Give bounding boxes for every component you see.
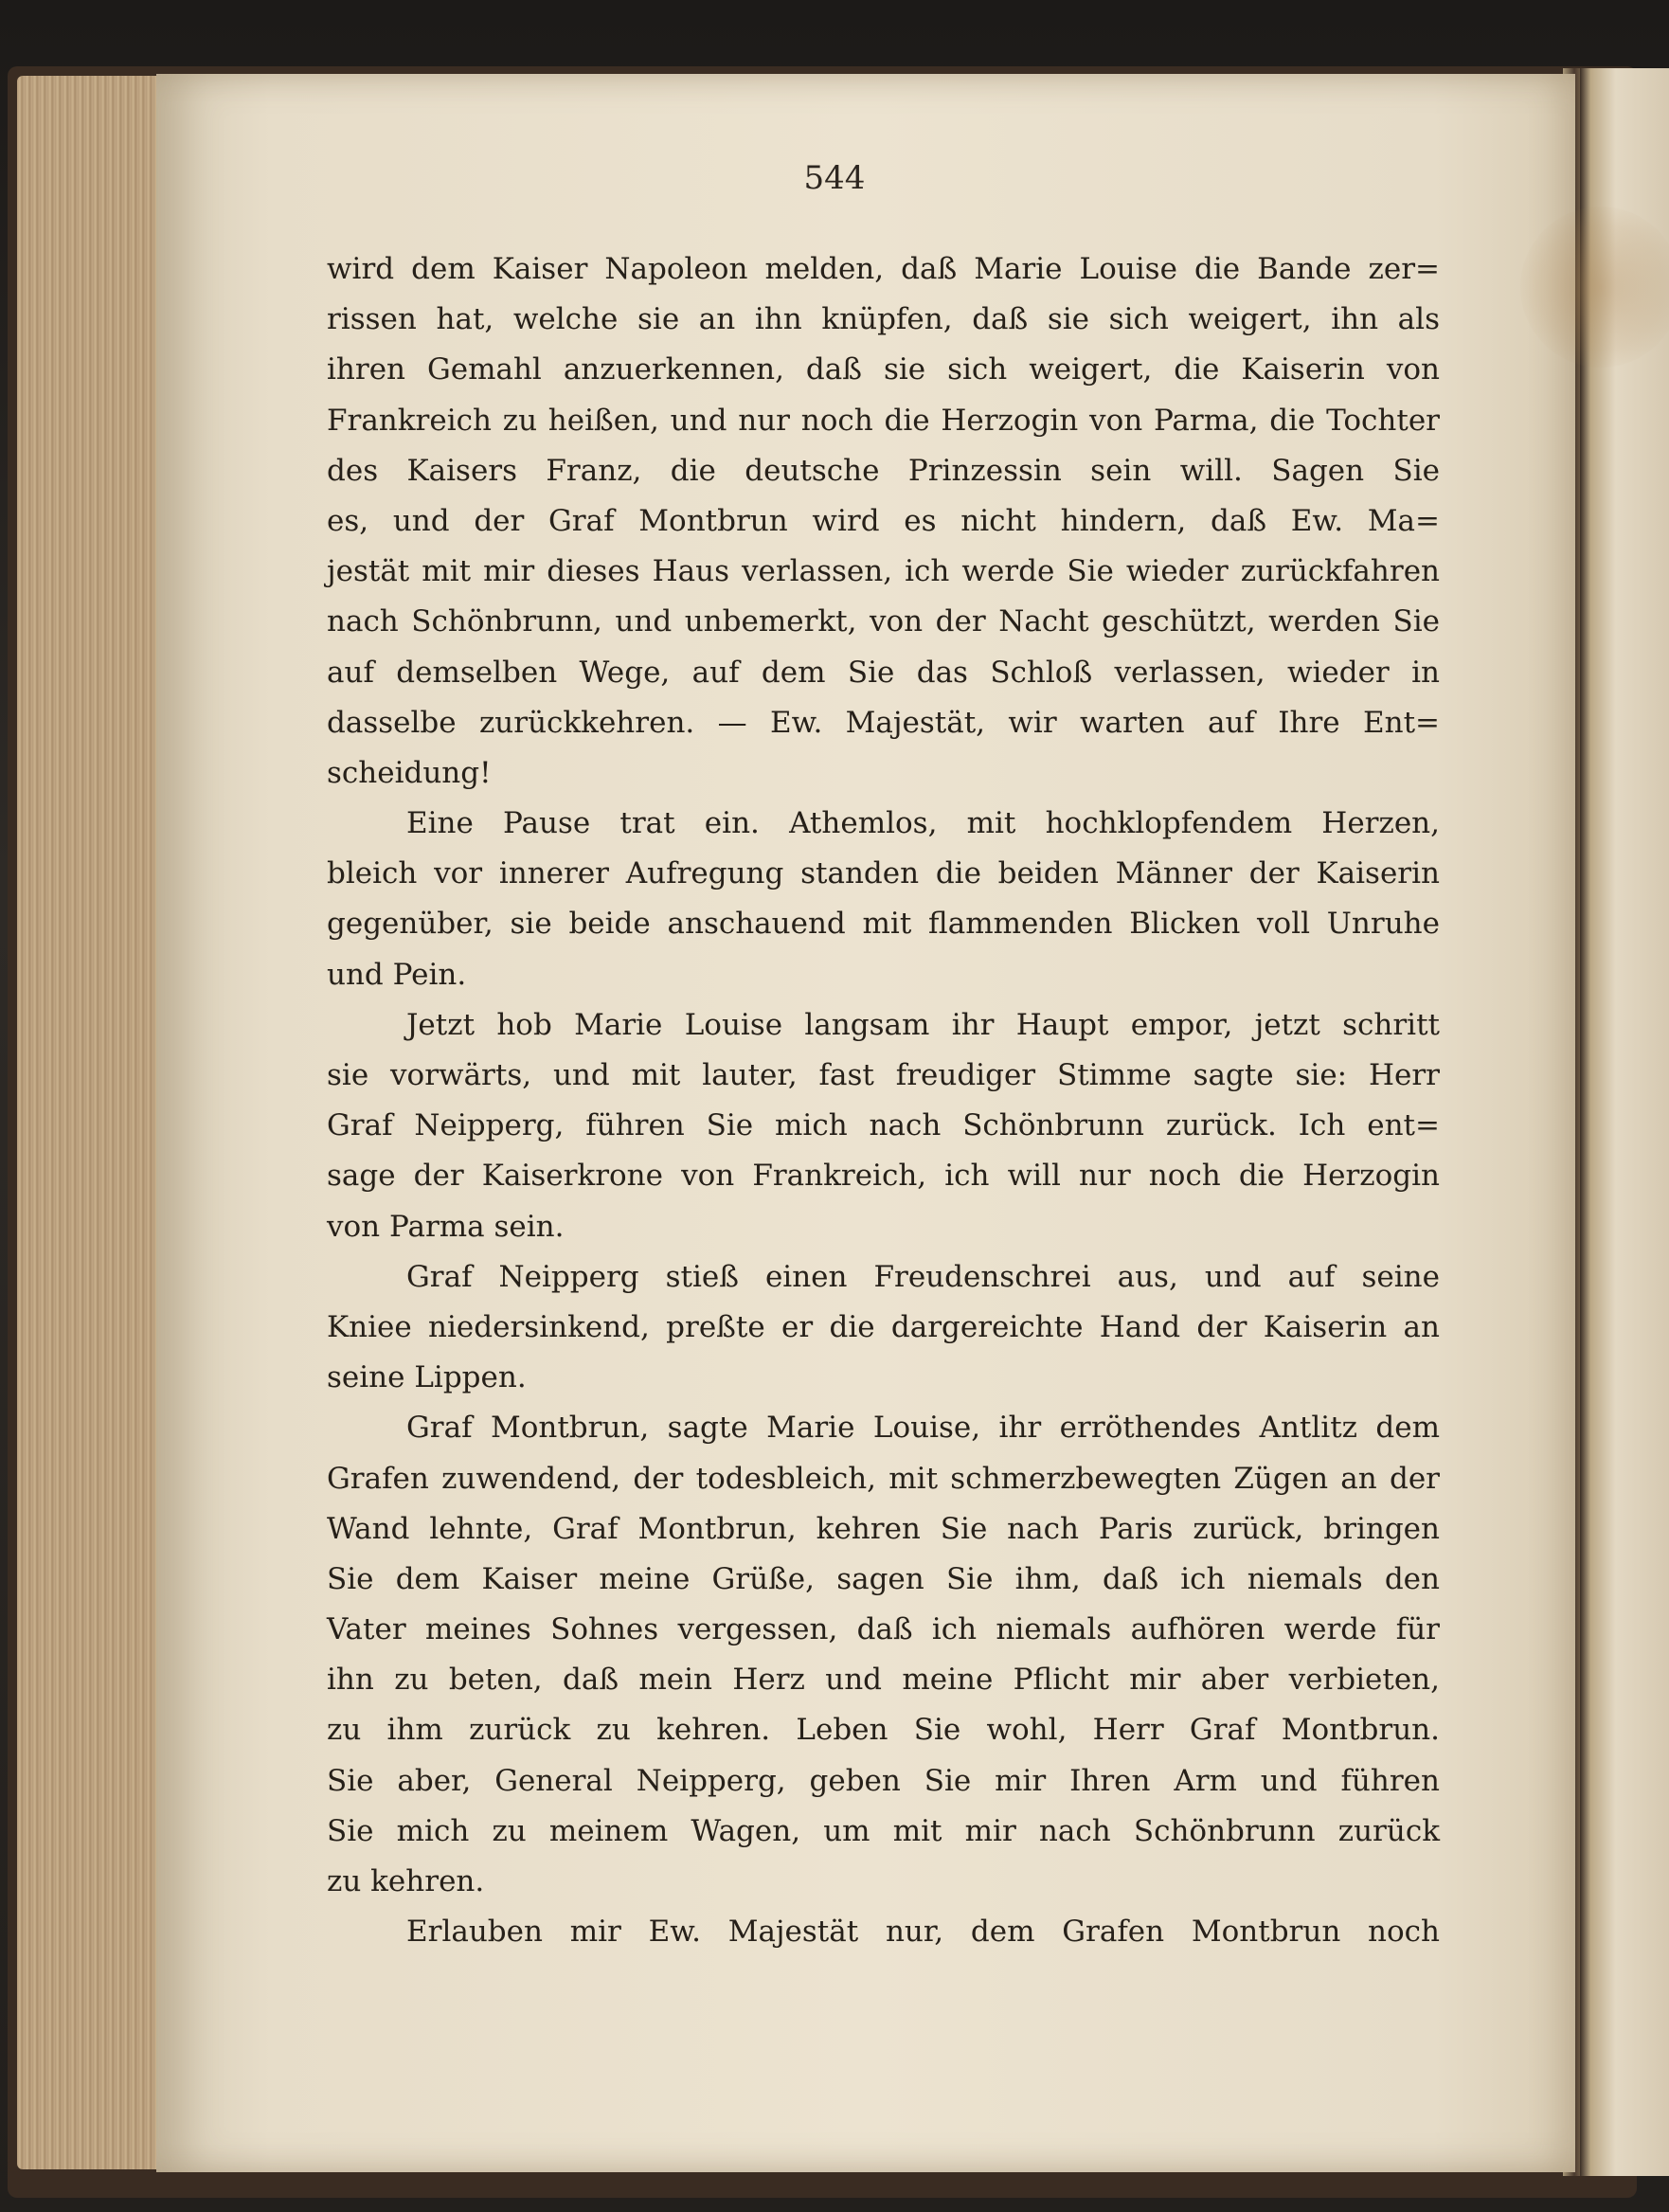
text-line: rissen hat, welche sie an ihn knüpfen, daß sie sich weigert, ihn als <box>327 302 1440 337</box>
text-line: gegenüber, sie beide anschauend mit flammenden Blicken voll Unruhe <box>327 907 1440 942</box>
page-stain <box>1520 207 1669 368</box>
text-line: von Parma sein. <box>327 1209 565 1244</box>
text-line: Vater meines Sohnes vergessen, daß ich niemals aufhören werde für <box>327 1612 1440 1647</box>
text-line: zu ihm zurück zu kehren. Leben Sie wohl, Herr Graf Montbrun. <box>327 1713 1440 1748</box>
text-line: Grafen zuwendend, der todesbleich, mit schmerzbewegten Zügen an der <box>327 1461 1440 1496</box>
body-text <box>327 244 1440 1957</box>
text-line: ihn zu beten, daß mein Herz und meine Pflicht mir aber verbieten, <box>327 1663 1440 1698</box>
text-line: Sie dem Kaiser meine Grüße, sagen Sie ihm, daß ich niemals den <box>327 1561 1440 1596</box>
text-line: Sie aber, General Neipperg, geben Sie mir Ihren Arm und führen <box>327 1763 1440 1798</box>
page-number: 544 <box>803 159 866 197</box>
text-line: und Pein. <box>327 957 467 992</box>
text-line: Wand lehnte, Graf Montbrun, kehren Sie nach Paris zurück, bringen <box>327 1511 1440 1546</box>
page-edges <box>17 76 178 2169</box>
text-line: des Kaisers Franz, die deutsche Prinzessin sein will. Sagen Sie <box>327 453 1440 488</box>
facing-page-edge <box>1580 68 1669 2176</box>
text-line: Sie mich zu meinem Wagen, um mit mir nach Schönbrunn zurück <box>327 1813 1440 1848</box>
text-line: jestät mit mir dieses Haus verlassen, ich werde Sie wieder zurückfahren <box>327 554 1440 589</box>
text-line: Kniee niedersinkend, preßte er die dargereichte Hand der Kaiserin an <box>327 1309 1440 1344</box>
text-line: Graf Montbrun, sagte Marie Louise, ihr erröthendes Antlitz dem <box>406 1411 1440 1446</box>
text-line: Graf Neipperg stieß einen Freudenschrei aus, und auf seine <box>406 1259 1440 1294</box>
text-line: sage der Kaiserkrone von Frankreich, ich will nur noch die Herzogin <box>327 1159 1440 1194</box>
text-line: zu kehren. <box>327 1864 485 1898</box>
text-line: Eine Pause trat ein. Athemlos, mit hochklopfendem Herzen, <box>406 806 1440 841</box>
text-line: bleich vor innerer Aufregung standen die beiden Männer der Kaiserin <box>327 856 1440 891</box>
text-line: scheidung! <box>327 755 492 790</box>
text-line: auf demselben Wege, auf dem Sie das Schloß verlassen, wieder in <box>327 655 1440 690</box>
text-line: Graf Neipperg, führen Sie mich nach Schönbrunn zurück. Ich ent= <box>327 1108 1440 1143</box>
text-line: Erlauben mir Ew. Majestät nur, dem Grafen Montbrun noch <box>406 1915 1440 1950</box>
text-line: nach Schönbrunn, und unbemerkt, von der Nacht geschützt, werden Sie <box>327 604 1440 639</box>
text-line: seine Lippen. <box>327 1360 527 1395</box>
text-line: dasselbe zurückkehren. — Ew. Majestät, wir warten auf Ihre Ent= <box>327 705 1440 740</box>
text-line: es, und der Graf Montbrun wird es nicht hindern, daß Ew. Ma= <box>327 503 1440 538</box>
text-line: wird dem Kaiser Napoleon melden, daß Marie Louise die Bande zer= <box>327 252 1440 286</box>
text-line: sie vorwärts, und mit lauter, fast freudiger Stimme sagte sie: Herr <box>327 1058 1440 1092</box>
text-line: Jetzt hob Marie Louise langsam ihr Haupt empor, jetzt schritt <box>406 1007 1440 1042</box>
text-line: ihren Gemahl anzuerkennen, daß sie sich weigert, die Kaiserin von <box>327 352 1440 387</box>
text-line: Frankreich zu heißen, und nur noch die Herzogin von Parma, die Tochter <box>327 403 1440 438</box>
